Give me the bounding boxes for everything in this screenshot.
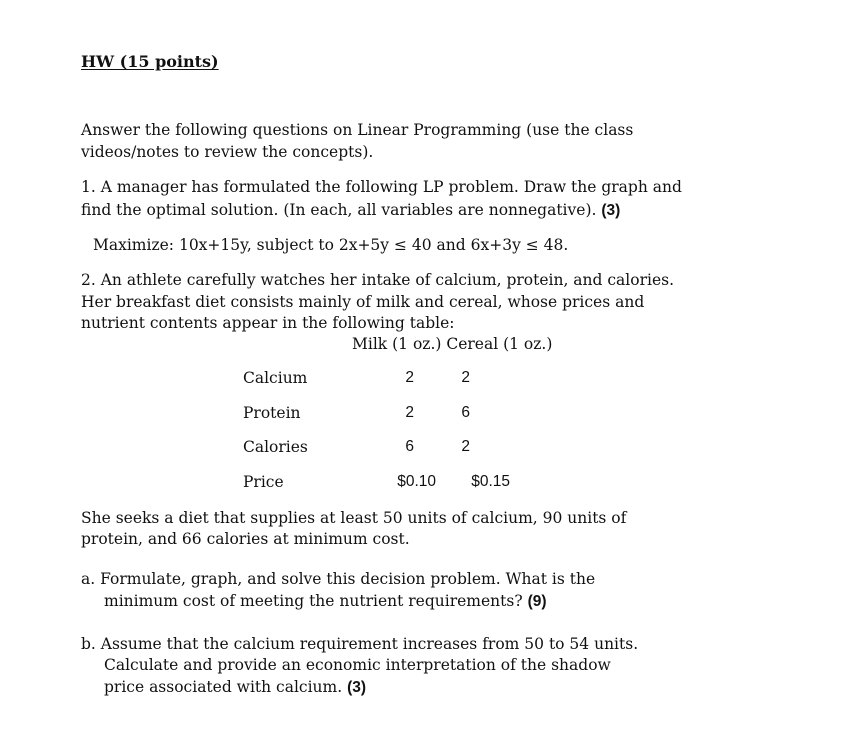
table-cell-milk: 2 (405, 404, 414, 421)
table-cell-cereal: 2 (461, 369, 470, 386)
q1-line-2-text: find the optimal solution. (In each, all variables are nonnegative). (81, 201, 597, 219)
table-header: Milk (1 oz.) Cereal (1 oz.) (352, 335, 553, 353)
table-row-label: Protein (243, 404, 301, 422)
q2-seeks-line-2: protein, and 66 calories at minimum cost. (81, 530, 410, 548)
q1-line-1: 1. A manager has formulated the following LP problem. Draw the graph and (81, 178, 682, 196)
table-row-label: Calories (243, 438, 308, 456)
q1-points: (3) (601, 202, 621, 219)
q2-line-1: 2. An athlete carefully watches her intake of calcium, protein, and calories. (81, 271, 675, 289)
q2-seeks-line-1: She seeks a diet that supplies at least 50 units of calcium, 90 units of (81, 509, 627, 527)
table-row-label: Price (243, 473, 284, 491)
table-cell-milk: 2 (405, 369, 414, 386)
q2b-line-2: Calculate and provide an economic interpretation of the shadow (104, 656, 611, 674)
table-row-label: Calcium (243, 369, 308, 387)
intro-line-1: Answer the following questions on Linear Programming (use the class (81, 121, 634, 139)
table-cell-milk: 6 (405, 438, 414, 455)
q1-line-2 (81, 200, 620, 221)
q2b-line-3-text: price associated with calcium. (104, 678, 343, 696)
q2-line-3: nutrient contents appear in the following table: (81, 314, 455, 332)
intro-line-2: videos/notes to review the concepts). (81, 143, 374, 161)
page-title: HW (15 points) (81, 52, 219, 71)
q2-line-2: Her breakfast diet consists mainly of milk and cereal, whose prices and (81, 293, 645, 311)
q1-problem: Maximize: 10x+15y, subject to 2x+5y ≤ 40 and 6x+3y ≤ 48. (93, 236, 569, 254)
table-cell-milk: $0.10 (397, 473, 436, 490)
q2a-points: (9) (527, 593, 547, 610)
table-cell-cereal: 6 (461, 404, 470, 421)
q2b-line-3 (104, 677, 366, 698)
table-cell-cereal: $0.15 (471, 473, 510, 490)
table-cell-cereal: 2 (461, 438, 470, 455)
q2b-line-1: b. Assume that the calcium requirement increases from 50 to 54 units. (81, 635, 639, 653)
q2b-points: (3) (347, 679, 367, 696)
q2a-line-2-text: minimum cost of meeting the nutrient requirements? (104, 592, 523, 610)
q2a-line-1: a. Formulate, graph, and solve this decision problem. What is the (81, 570, 596, 588)
q2a-line-2 (104, 591, 547, 612)
